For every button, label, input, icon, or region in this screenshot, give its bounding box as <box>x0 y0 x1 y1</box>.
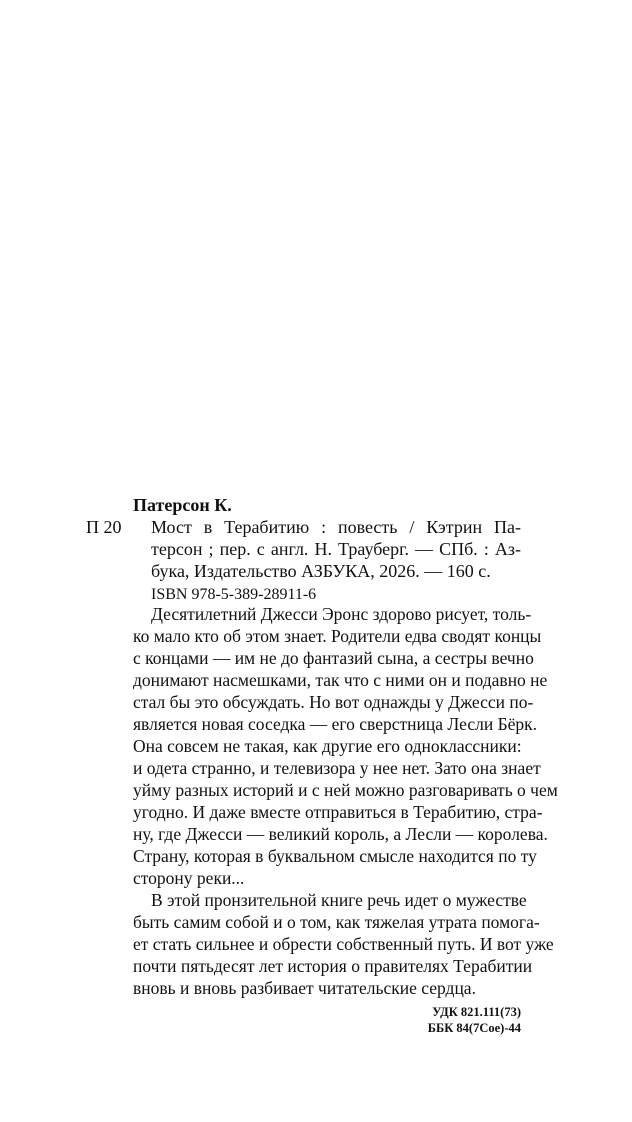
annotation-line-14: В этой пронзительной книге речь идет о мужестве <box>151 890 527 910</box>
annotation-line-3: с концами — им не до фантазий сына, а сестры вечно <box>133 648 534 668</box>
bibliographic-line-1: Мост в Терабитию : повесть / Кэтрин Па- <box>151 517 521 537</box>
annotation-line-11: ну, где Джесси — великий король, а Лесли — королева. <box>133 824 548 844</box>
author-sign-index: П 20 <box>86 517 122 537</box>
annotation-line-13: сторону реки... <box>133 868 245 888</box>
annotation-line-2: ко мало кто об этом знает. Родители едва сводят концы <box>133 626 542 646</box>
annotation-line-1: Десятилетний Джесси Эронс здорово рисует, толь- <box>151 604 532 624</box>
bibliographic-line-2: терсон ; пер. с англ. Н. Трауберг. — СПб. : Аз- <box>151 539 521 559</box>
author-heading: Патерсон К. <box>133 495 232 515</box>
annotation-line-8: и одета странно, и телевизора у нее нет. Зато она знает <box>133 758 541 778</box>
annotation-line-9: уйму разных историй и с ней можно разговаривать о чем <box>133 780 558 800</box>
annotation-line-12: Страну, которая в буквальном смысле находится по ту <box>133 846 537 866</box>
annotation-line-18: вновь и вновь разбивает читательские сердца. <box>133 978 476 998</box>
annotation-line-16: ет стать сильнее и обрести собственный путь. И вот уже <box>133 934 554 954</box>
annotation-line-10: угодно. И даже вместе отправиться в Терабитию, стра- <box>133 802 543 822</box>
udk-code: УДК 821.111(73) <box>432 1005 521 1019</box>
bibliographic-line-3: бука, Издательство АЗБУКА, 2026. — 160 с. <box>151 561 491 581</box>
annotation-line-17: почти пятьдесят лет история о правителях Терабитии <box>133 956 533 976</box>
isbn: ISBN 978-5-389-28911-6 <box>151 586 317 603</box>
bbk-code: ББК 84(7Сое)-44 <box>427 1021 521 1035</box>
annotation-line-5: стал бы это обсуждать. Но вот однажды у Джесси по- <box>133 692 534 712</box>
annotation-line-4: донимают насмешками, так что с ними он и подавно не <box>133 670 548 690</box>
annotation-line-6: является новая соседка — его сверстница Лесли Бёрк. <box>133 714 538 734</box>
annotation-line-7: Она совсем не такая, как другие его одноклассники: <box>133 736 522 756</box>
annotation-line-15: быть самим собой и о том, как тяжелая утрата помога- <box>133 912 540 932</box>
